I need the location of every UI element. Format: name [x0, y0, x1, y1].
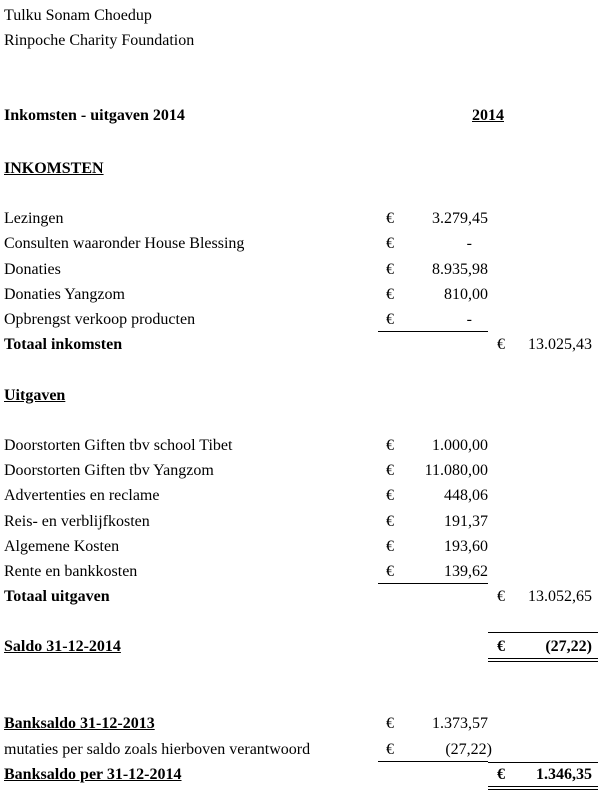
expenses-heading: Uitgaven — [4, 387, 66, 404]
bank-mutation-amount: (27,22) — [445, 741, 492, 758]
bank-closing-amount: 1.346,35 — [536, 766, 592, 783]
currency-symbol: € — [497, 588, 505, 605]
saldo-label: Saldo 31-12-2014 — [4, 638, 121, 655]
expense-label: Advertenties en reclame — [4, 487, 160, 504]
expense-label: Doorstorten Giften tbv Yangzom — [4, 462, 214, 479]
total-rule — [488, 632, 598, 633]
double-rule-bottom — [488, 661, 598, 662]
organization-subtitle: Rinpoche Charity Foundation — [4, 32, 195, 49]
subtotal-rule — [378, 761, 488, 762]
currency-symbol: € — [497, 336, 505, 353]
income-amount: 810,00 — [444, 286, 488, 303]
income-amount: 8.935,98 — [432, 261, 488, 278]
currency-symbol: € — [497, 638, 505, 655]
income-label: Consulten waaronder House Blessing — [4, 235, 245, 252]
currency-symbol: € — [386, 210, 394, 227]
double-rule-bottom — [488, 789, 598, 790]
expenses-total-label: Totaal uitgaven — [4, 588, 110, 605]
income-total-amount: 13.025,43 — [528, 336, 592, 353]
expense-amount: 193,60 — [444, 538, 488, 555]
currency-symbol: € — [386, 462, 394, 479]
income-amount: 3.279,45 — [432, 210, 488, 227]
bank-opening-label: Banksaldo 31-12-2013 — [4, 715, 155, 732]
subtotal-rule — [378, 583, 488, 584]
currency-symbol: € — [386, 286, 394, 303]
subtotal-rule — [378, 331, 488, 332]
income-total-label: Totaal inkomsten — [4, 336, 123, 353]
organization-name: Tulku Sonam Choedup — [4, 7, 152, 24]
page-title: Inkomsten - uitgaven 2014 — [4, 107, 185, 124]
income-label: Opbrengst verkoop producten — [4, 311, 196, 328]
currency-symbol: € — [386, 235, 394, 252]
expense-label: Algemene Kosten — [4, 538, 120, 555]
currency-symbol: € — [386, 715, 394, 732]
total-rule — [488, 762, 598, 763]
income-heading: INKOMSTEN — [4, 160, 104, 177]
saldo-amount: (27,22) — [545, 638, 592, 655]
currency-symbol: € — [386, 261, 394, 278]
expense-amount: 191,37 — [444, 513, 488, 530]
currency-symbol: € — [386, 741, 394, 758]
expense-label: Reis- en verblijfkosten — [4, 513, 150, 530]
double-rule-top — [488, 658, 598, 659]
currency-symbol: € — [386, 563, 394, 580]
currency-symbol: € — [386, 487, 394, 504]
currency-symbol: € — [386, 513, 394, 530]
income-amount: - — [466, 235, 472, 252]
expense-amount: 1.000,00 — [432, 437, 488, 454]
double-rule-top — [488, 786, 598, 787]
expense-amount: 11.080,00 — [424, 462, 488, 479]
bank-closing-label: Banksaldo per 31-12-2014 — [4, 766, 182, 783]
expense-amount: 448,06 — [444, 487, 488, 504]
bank-mutation-label: mutaties per saldo zoals hierboven verantwoord — [4, 741, 311, 758]
income-label: Donaties Yangzom — [4, 286, 125, 303]
year-header: 2014 — [472, 107, 504, 124]
expense-label: Rente en bankkosten — [4, 563, 138, 580]
expense-label: Doorstorten Giften tbv school Tibet — [4, 437, 233, 454]
expense-amount: 139,62 — [444, 563, 488, 580]
expenses-total-amount: 13.052,65 — [528, 588, 592, 605]
currency-symbol: € — [386, 311, 394, 328]
currency-symbol: € — [386, 437, 394, 454]
bank-opening-amount: 1.373,57 — [432, 715, 488, 732]
income-amount: - — [466, 311, 472, 328]
income-label: Lezingen — [4, 210, 64, 227]
currency-symbol: € — [386, 538, 394, 555]
income-label: Donaties — [4, 261, 61, 278]
currency-symbol: € — [497, 766, 505, 783]
